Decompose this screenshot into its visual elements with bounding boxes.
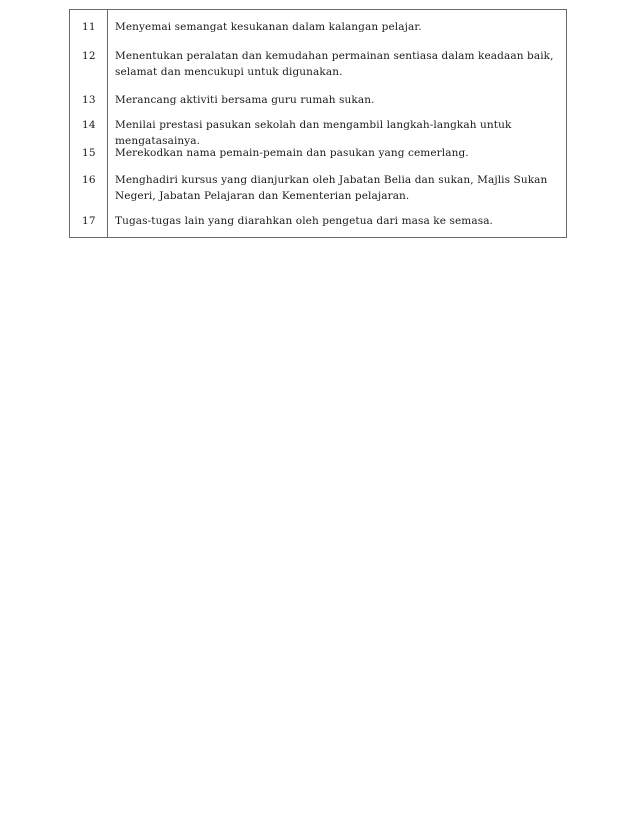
- item-text: Tugas-tugas lain yang diarahkan oleh pengetua dari masa ke semasa.: [115, 215, 493, 227]
- item-number: 13: [82, 94, 96, 106]
- column-divider: [107, 10, 108, 237]
- item-text: Merekodkan nama pemain-pemain dan pasukan yang cemerlang.: [115, 147, 469, 159]
- item-text: Menentukan peralatan dan kemudahan permainan sentiasa dalam keadaan baik, selamat dan mencukupi untuk digunakan.: [115, 50, 554, 78]
- item-text: Menghadiri kursus yang dianjurkan oleh Jabatan Belia dan sukan, Majlis Sukan Negeri, Jabatan Pelajaran dan Kementerian pelajaran.: [115, 174, 548, 202]
- item-number: 14: [82, 119, 96, 131]
- item-text: Menilai prestasi pasukan sekolah dan mengambil langkah-langkah untuk mengatasainya.: [115, 119, 512, 147]
- item-number: 17: [82, 215, 96, 227]
- item-number: 11: [82, 21, 96, 33]
- item-text: Menyemai semangat kesukanan dalam kalangan pelajar.: [115, 21, 422, 33]
- item-number: 16: [82, 174, 96, 186]
- item-number: 15: [82, 147, 96, 159]
- duties-table: [69, 9, 567, 238]
- item-text: Merancang aktiviti bersama guru rumah sukan.: [115, 94, 375, 106]
- item-number: 12: [82, 50, 96, 62]
